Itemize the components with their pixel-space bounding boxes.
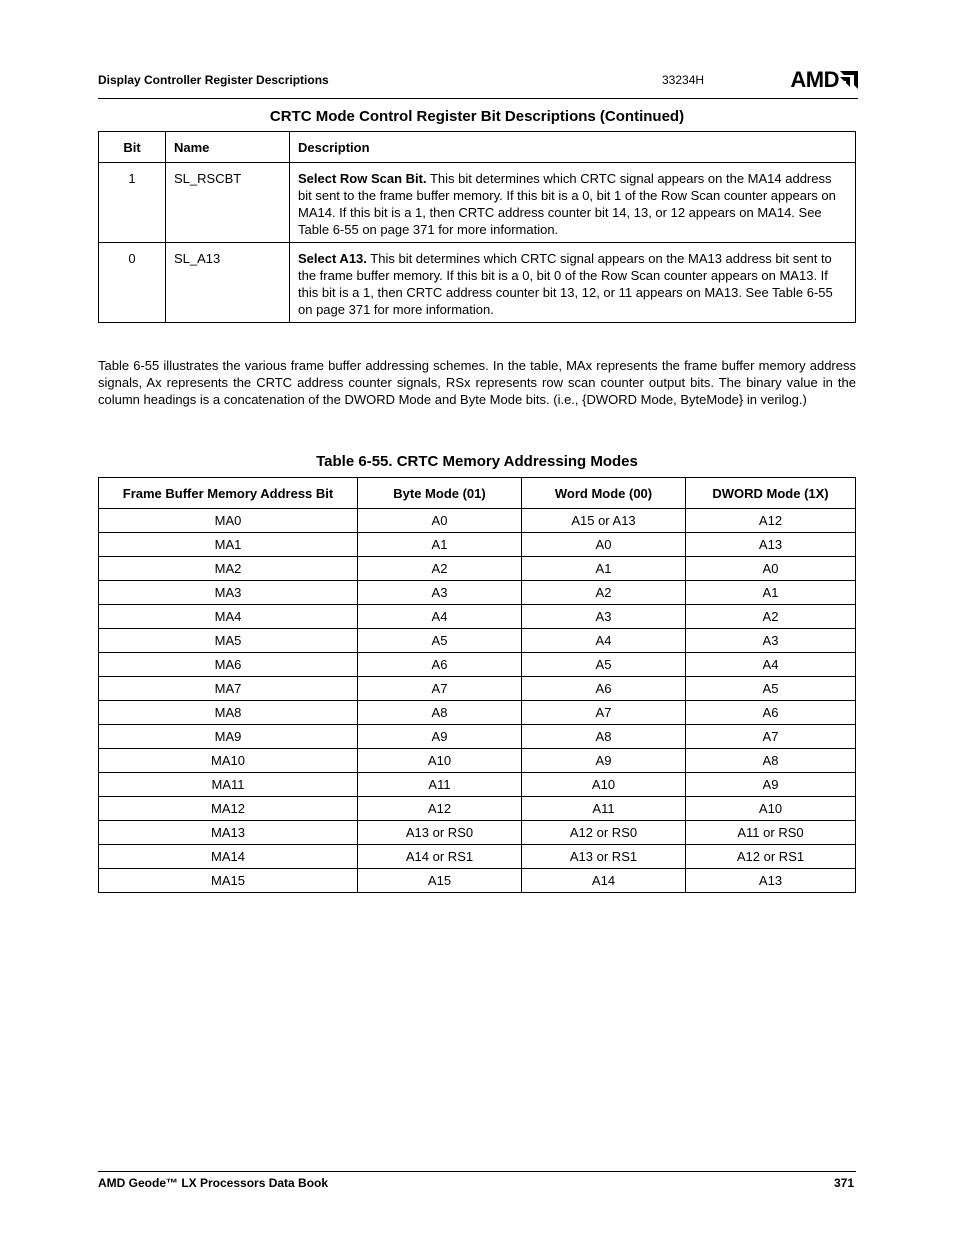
column-header-dword-mode: DWORD Mode (1X) [686, 478, 856, 509]
word-mode-cell: A10 [522, 773, 686, 797]
table-row [99, 749, 856, 773]
bit-descriptions-table [98, 131, 856, 323]
bit-table-caption: CRTC Mode Control Register Bit Descriptions (Continued) [269, 108, 685, 125]
word-mode-cell: A6 [522, 677, 686, 701]
byte-mode-cell: A11 [358, 773, 522, 797]
word-mode-cell: A5 [522, 653, 686, 677]
dword-mode-cell: A3 [686, 629, 856, 653]
table-row [99, 533, 856, 557]
page-footer [98, 1171, 856, 1192]
address-bit-cell: MA7 [99, 677, 358, 701]
column-header-address-bit: Frame Buffer Memory Address Bit [99, 478, 358, 509]
byte-mode-cell: A5 [358, 629, 522, 653]
column-header-description: Description [290, 132, 856, 163]
word-mode-cell: A7 [522, 701, 686, 725]
byte-mode-cell: A13 or RS0 [358, 821, 522, 845]
table-row [99, 653, 856, 677]
address-bit-cell: MA0 [99, 509, 358, 533]
address-bit-cell: MA8 [99, 701, 358, 725]
address-bit-cell: MA13 [99, 821, 358, 845]
dword-mode-cell: A4 [686, 653, 856, 677]
column-header-bit: Bit [99, 132, 166, 163]
word-mode-cell: A15 or A13 [522, 509, 686, 533]
doc-number: 33234H [662, 73, 705, 87]
byte-mode-cell: A1 [358, 533, 522, 557]
table-row [99, 629, 856, 653]
dword-mode-cell: A10 [686, 797, 856, 821]
column-header-byte-mode: Byte Mode (01) [358, 478, 522, 509]
table-row [99, 557, 856, 581]
logo-text: AMD [790, 67, 839, 92]
description-text: This bit determines which CRTC signal appears on the MA14 address bit sent to the frame buffer memory. If this bit is a 0, bit 1 of the Row Scan counter appears on MA14. If this bit is a 1, then CRTC address counter bit 14, 13, or 12 appears on MA14. See Table 6-55 on page 371 for more information. [298, 171, 836, 237]
address-bit-cell: MA15 [99, 869, 358, 893]
description-lead: Select A13. [298, 251, 367, 266]
byte-mode-cell: A8 [358, 701, 522, 725]
table-row [99, 821, 856, 845]
table-header-row [99, 478, 856, 509]
dword-mode-cell: A2 [686, 605, 856, 629]
column-header-word-mode: Word Mode (00) [522, 478, 686, 509]
dword-mode-cell: A9 [686, 773, 856, 797]
table-row [99, 773, 856, 797]
description-lead: Select Row Scan Bit. [298, 171, 427, 186]
table-row [99, 509, 856, 533]
bit-cell: 1 [99, 163, 166, 243]
description-cell [290, 243, 856, 323]
byte-mode-cell: A14 or RS1 [358, 845, 522, 869]
dword-mode-cell: A7 [686, 725, 856, 749]
name-cell: SL_A13 [166, 243, 290, 323]
word-mode-cell: A13 or RS1 [522, 845, 686, 869]
table-row [99, 725, 856, 749]
table-row [99, 677, 856, 701]
table-row [99, 797, 856, 821]
table-row [99, 581, 856, 605]
word-mode-cell: A9 [522, 749, 686, 773]
dword-mode-cell: A1 [686, 581, 856, 605]
address-bit-cell: MA9 [99, 725, 358, 749]
table-row [99, 845, 856, 869]
column-header-name: Name [166, 132, 290, 163]
dword-mode-cell: A13 [686, 869, 856, 893]
address-bit-cell: MA2 [99, 557, 358, 581]
table-row [99, 243, 856, 323]
dword-mode-cell: A12 or RS1 [686, 845, 856, 869]
address-bit-cell: MA6 [99, 653, 358, 677]
byte-mode-cell: A10 [358, 749, 522, 773]
section-title: Display Controller Register Descriptions [98, 73, 329, 87]
dword-mode-cell: A12 [686, 509, 856, 533]
word-mode-cell: A14 [522, 869, 686, 893]
dword-mode-cell: A8 [686, 749, 856, 773]
word-mode-cell: A0 [522, 533, 686, 557]
table-row [99, 163, 856, 243]
bit-cell: 0 [99, 243, 166, 323]
byte-mode-cell: A6 [358, 653, 522, 677]
amd-logo [790, 67, 858, 92]
table-row [99, 701, 856, 725]
address-bit-cell: MA1 [99, 533, 358, 557]
byte-mode-cell: A7 [358, 677, 522, 701]
address-bit-cell: MA14 [99, 845, 358, 869]
byte-mode-cell: A4 [358, 605, 522, 629]
address-bit-cell: MA5 [99, 629, 358, 653]
dword-mode-cell: A0 [686, 557, 856, 581]
page-number: 371 [833, 1176, 854, 1190]
table-row [99, 605, 856, 629]
word-mode-cell: A3 [522, 605, 686, 629]
table-header-row [99, 132, 856, 163]
name-cell: SL_RSCBT [166, 163, 290, 243]
byte-mode-cell: A0 [358, 509, 522, 533]
page-header [98, 67, 858, 99]
address-bit-cell: MA3 [99, 581, 358, 605]
word-mode-cell: A2 [522, 581, 686, 605]
word-mode-cell: A8 [522, 725, 686, 749]
body-paragraph: Table 6-55 illustrates the various frame buffer addressing schemes. In the table, MAx represents the frame buffer memory address signals, Ax represents the CRTC address counter signals, RSx represents row scan counter output bits. The binary value in the column headings is a concatenation of the DWORD Mode and Byte Mode bits. (i.e., {DWORD Mode, ByteMode} in verilog.) [98, 358, 856, 407]
address-bit-cell: MA10 [99, 749, 358, 773]
byte-mode-cell: A3 [358, 581, 522, 605]
dword-mode-cell: A11 or RS0 [686, 821, 856, 845]
word-mode-cell: A11 [522, 797, 686, 821]
word-mode-cell: A4 [522, 629, 686, 653]
word-mode-cell: A1 [522, 557, 686, 581]
dword-mode-cell: A5 [686, 677, 856, 701]
word-mode-cell: A12 or RS0 [522, 821, 686, 845]
dword-mode-cell: A6 [686, 701, 856, 725]
addressing-modes-table [98, 477, 856, 893]
byte-mode-cell: A15 [358, 869, 522, 893]
dword-mode-cell: A13 [686, 533, 856, 557]
byte-mode-cell: A2 [358, 557, 522, 581]
amd-arrow-icon [840, 71, 858, 89]
byte-mode-cell: A9 [358, 725, 522, 749]
byte-mode-cell: A12 [358, 797, 522, 821]
addressing-table-body [99, 509, 856, 893]
address-bit-cell: MA11 [99, 773, 358, 797]
address-bit-cell: MA4 [99, 605, 358, 629]
description-cell [290, 163, 856, 243]
addr-table-caption: Table 6-55. CRTC Memory Addressing Modes [316, 453, 638, 470]
table-row [99, 869, 856, 893]
address-bit-cell: MA12 [99, 797, 358, 821]
description-text: This bit determines which CRTC signal appears on the MA13 address bit sent to the frame buffer memory. If this bit is a 0, bit 0 of the Row Scan counter appears on MA13. If this bit is a 1, then CRTC address counter bit 13, 12, or 11 appears on MA13. See Table 6-55 on page 371 for more information. [298, 251, 833, 317]
book-title: AMD Geode™ LX Processors Data Book [98, 1176, 329, 1190]
